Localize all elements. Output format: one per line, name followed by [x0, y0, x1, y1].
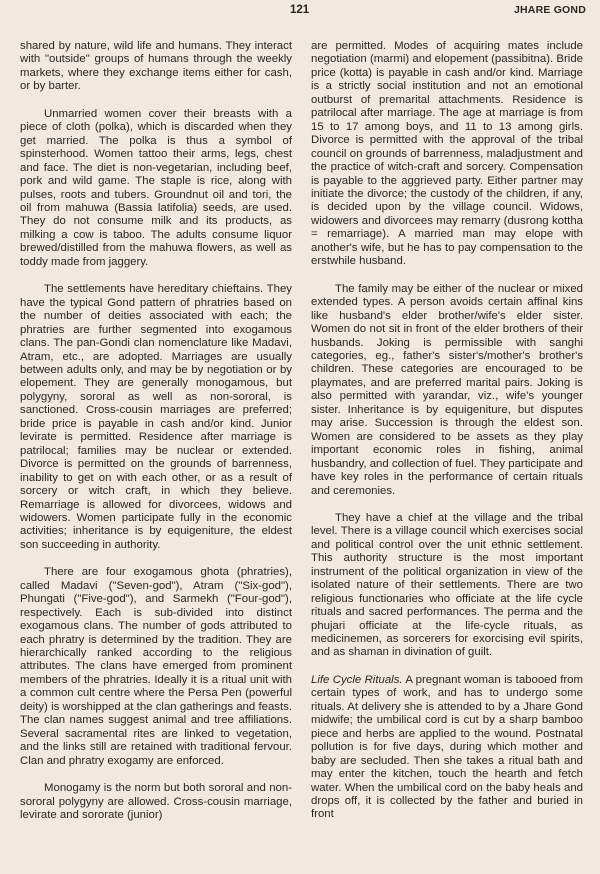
paragraph: shared by nature, wild life and humans. They interact with "outside" groups of humans through the weekly markets, where they exchange items either for cash, or by barter.	[20, 40, 292, 93]
section-heading: Life Cycle Rituals.	[311, 673, 403, 686]
paragraph: The settlements have hereditary chieftains. They have the typical Gond pattern of phratries based on the number of deities associated with each; the phratries are further segmented into exogamous clans. The pan-Gondi clan nomenclature like Madavi, Atram, etc., are adopted. Marriages are usually between adults only, and may be by negotiation or by elopement. They are generally monogamous, but polygyny, sororal as well as non-sororal, is sanctioned. Cross-cousin marriages are preferred; bride price is payable in cash and/or kind. Junior levirate is permitted. Residence after marriage is patrilocal; families may be nuclear or extended. Divorce is permitted on the grounds of barrenness, inability to get on with each other, or as a result of sorcery or witch craft, in which they believe. Remarriage is allowed for divorcees, widows and widowers. Women participate fully in the economic activities; inheritance is by equigeniture, the eldest son succeeding in authority.	[20, 283, 292, 551]
paragraph: are permitted. Modes of acquiring mates include negotiation (marmi) and elopement (passibitna). Bride price (kotta) is payable in cash and/or kind. Marriage is a strictly social institution and not an emotional outburst of premarital attachments. Residence is patrilocal after marriage. The age at marriage is from 15 to 17 among boys, and 11 to 13 among girls. Divorce is permitted with the approval of the tribal council on grounds of barrenness, maladjustment and the practice of witch-craft and sorcery. Compensation is payable to the aggrieved party. Either partner may initiate the divorce; the custody of the children, if any, is decided upon by the village council. Widows, widowers and divorcees may remarry (dusrong kottha = remarriage). A married man may elope with another's wife, but he has to pay compensation to the erstwhile husband.	[311, 40, 583, 268]
paragraph: Monogamy is the norm but both sororal and non-sororal polygyny are allowed. Cross-cousin marriage, levirate and sororate (junior)	[20, 782, 292, 822]
page-header	[0, 2, 600, 20]
section-text: A pregnant woman is tabooed from certain types of work, and has to undergo some rituals. At delivery she is attended to by a Jhare Gond midwife; the umbilical cord is cut by a sharp bamboo piece and herbs are applied to the wound. Postnatal pollution is for five days, during which mother and baby are secluded. Then she takes a ritual bath and may enter the kitchen, touch the hearth and fetch water. When the umbilical cord on the baby heals and drops off, it is collected by the father and buried in front	[311, 673, 583, 821]
left-column	[20, 40, 292, 836]
right-column	[311, 40, 583, 836]
running-title: JHARE GOND	[513, 4, 586, 16]
paragraph: The family may be either of the nuclear or mixed extended types. A person avoids certain affinal kins like husband's elder brother/wife's elder sister. Women do not sit in front of the elder brothers of their husbands. Joking is permissible with sanghi categories, eg., father's sister's/mother's brother's children. These categories are encouraged to be playmates, and are preferred marital pairs. Joking is also permitted with yarandar, viz., wife's younger sister. Inheritance is by equigeniture, but disputes may arise. Succession is through the eldest son. Women are considered to be assets as they play important economic roles in fishing, animal husbandry, and collection of fuel. They participate and have key roles in the performance of certain rituals and ceremonies.	[311, 282, 583, 497]
paragraph: There are four exogamous ghota (phratries), called Madavi ("Seven-god"), Atram ("Six-god"), Phungati ("Five-god"), and Sarmekh ("Four-god"), respectively. Each is sub-divided into distinct exogamous clans. The number of gods attributed to each phratry is determined by the tradition. They are hierarchically ranked according to the religious attributes. The clans have emerged from prominent members of the phratries. Ideally it is a ritual unit with a common cult centre where the Persa Pen (powerful deity) is worshipped at the clan gatherings and feasts. The clan names suggest animal and tree affiliations. Several sacramental rites are linked to vegetation, and the links still are retained with traditional fervour. Clan and phratry exogamy are enforced.	[20, 566, 292, 767]
paragraph: They have a chief at the village and the tribal level. There is a village council which exercises social and political control over the unit ethnic settlement. This authority structure is the most important instrument of the political organization in view of the isolated nature of their settlements. There are two religious functionaries who officiate at the life cycle rituals and sacred performances. The perma and the phujari officiate at the life-cycle rituals, as medicinemen, as sorcerers for exorcising evil spirits, and as shaman in divination of guilt.	[311, 511, 583, 659]
life-cycle-paragraph	[311, 674, 583, 822]
page-number: 121	[290, 4, 310, 16]
paragraph: Unmarried women cover their breasts with a piece of cloth (polka), which is discarded when they get married. The polka is thus a symbol of spinsterhood. Women tattoo their arms, legs, chest and face. The diet is non-vegetarian, including beef, pork and wild game. The staple is rice, along with pulses, roots and tubers. Groundnut oil and tori, the oil from mahuwa (Bassia latifolia) seeds, are used. They do not consume milk and its products, as milking a cow is taboo. The adults consume liquor brewed/distilled from the mahuwa flowers, as well as toddy made from jaggery.	[20, 107, 292, 268]
